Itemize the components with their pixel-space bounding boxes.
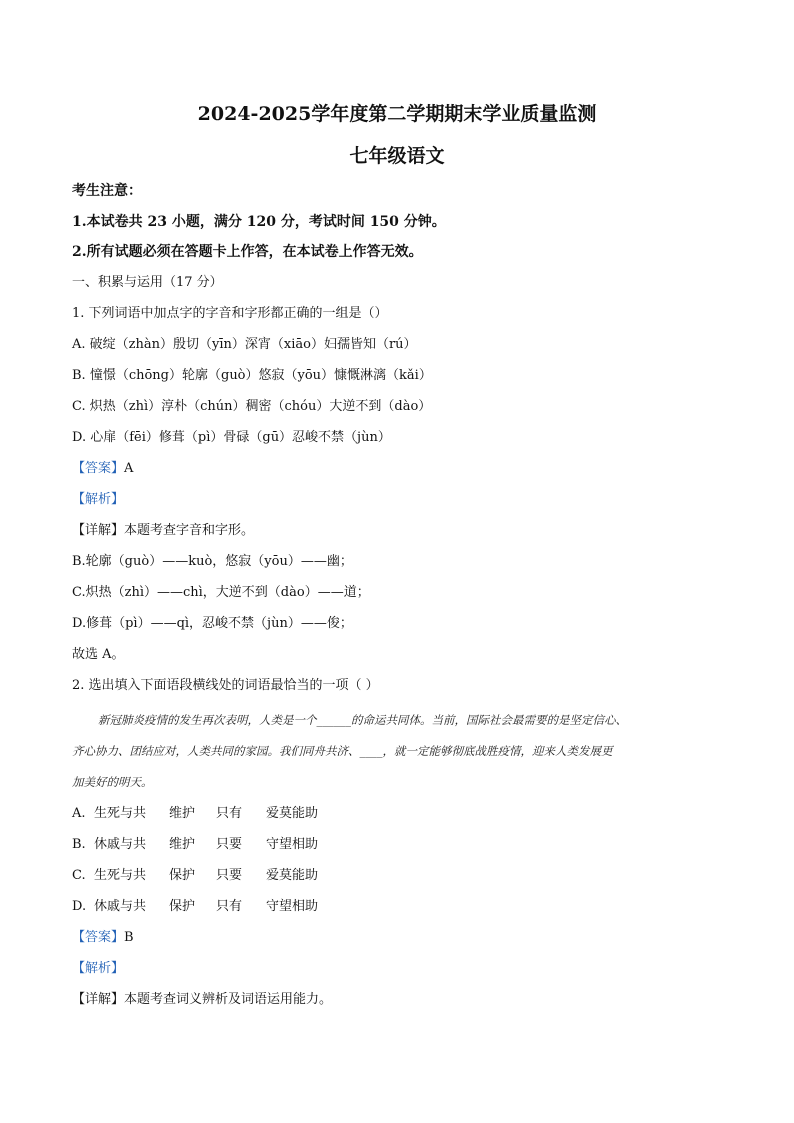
q1-analysis-tag: 【解析】	[72, 492, 125, 507]
option-word: 只要	[216, 868, 243, 883]
q1-conclusion: 故选 A。	[72, 647, 125, 662]
q2-detail	[72, 990, 332, 1010]
q2-option-a	[72, 804, 346, 824]
q2-answer	[72, 928, 134, 948]
option-word: 保护	[169, 899, 196, 914]
q1-detail-line-c: C.炽热（zhì）——chì，大逆不到（dào）——道；	[72, 585, 370, 600]
q1-option-a: A. 破绽（zhàn）殷切（yīn）深宵（xiāo）妇孺皆知（rú）	[72, 337, 417, 352]
option-word: 休戚与共	[94, 899, 147, 914]
notice-line-2: 2.所有试题必须在答题卡上作答，在本试卷上作答无效。	[72, 244, 423, 260]
q2-passage-line-2: 齐心协力、团结应对，人类共同的家园。我们同舟共济、____，就一定能够彻底战胜疫情，迎来人类发展更	[72, 744, 613, 758]
option-word: 生死与共	[94, 806, 147, 821]
notice-line-1: 1.本试卷共 23 小题，满分 120 分，考试时间 150 分钟。	[72, 214, 446, 230]
option-word: 休戚与共	[94, 837, 147, 852]
detail-intro: 本题考查字音和字形。	[124, 523, 255, 538]
option-word: 生死与共	[94, 868, 147, 883]
q1-option-b: B. 憧憬（chōng）轮廓（guò）悠寂（yōu）慷慨淋漓（kǎi）	[72, 368, 432, 383]
q1-answer	[72, 459, 133, 479]
notice-heading: 考生注意：	[72, 183, 142, 199]
q1-detail-line-b: B.轮廓（guò）——kuò，悠寂（yōu）——幽；	[72, 554, 353, 569]
option-word: 只有	[216, 806, 243, 821]
section-heading: 一、积累与运用（17 分）	[72, 275, 223, 290]
q2-stem: 2. 选出填入下面语段横线处的词语最恰当的一项（ ）	[72, 678, 379, 693]
option-word: 只要	[216, 837, 243, 852]
option-letter: C.	[72, 868, 86, 883]
q1-detail-line-d: D.修葺（pì）——qì，忍峻不禁（jùn）——俊；	[72, 616, 353, 631]
option-word: 维护	[169, 837, 196, 852]
q2-option-b	[72, 835, 346, 855]
q2-passage-line-3: 加美好的明天。	[72, 775, 153, 789]
option-letter: D.	[72, 899, 87, 914]
option-word: 只有	[216, 899, 243, 914]
option-word: 守望相助	[266, 837, 319, 852]
detail-tag: 【详解】	[72, 992, 125, 1007]
q2-option-c	[72, 866, 346, 886]
option-word: 保护	[169, 868, 196, 883]
q2-option-d	[72, 897, 346, 917]
q2-passage-line-1: 新冠肺炎疫情的发生再次表明，人类是一个______的命运共同体。当前，国际社会最需要的是坚定信心、	[98, 713, 627, 727]
option-word: 守望相助	[266, 899, 319, 914]
q1-detail	[72, 521, 254, 541]
detail-intro: 本题考查词义辨析及词语运用能力。	[124, 992, 333, 1007]
exam-subtitle: 七年级语文	[349, 145, 445, 167]
q1-option-c: C. 炽热（zhì）淳朴（chún）稠密（chóu）大逆不到（dào）	[72, 399, 432, 414]
option-letter: B.	[72, 837, 86, 852]
answer-tag: 【答案】	[72, 930, 125, 945]
option-word: 爱莫能助	[266, 806, 319, 821]
option-word: 爱莫能助	[266, 868, 319, 883]
answer-value: B	[124, 930, 134, 945]
exam-title: 2024-2025学年度第二学期期末学业质量监测	[197, 103, 597, 125]
option-letter: A.	[72, 806, 86, 821]
option-word: 维护	[169, 806, 196, 821]
answer-value: A	[124, 461, 134, 476]
q2-analysis-tag: 【解析】	[72, 961, 125, 976]
detail-tag: 【详解】	[72, 523, 125, 538]
q1-option-d: D. 心扉（fēi）修葺（pì）骨碌（gū）忍峻不禁（jùn）	[72, 430, 391, 445]
q1-stem: 1. 下列词语中加点字的字音和字形都正确的一组是（）	[72, 306, 388, 321]
answer-tag: 【答案】	[72, 461, 125, 476]
